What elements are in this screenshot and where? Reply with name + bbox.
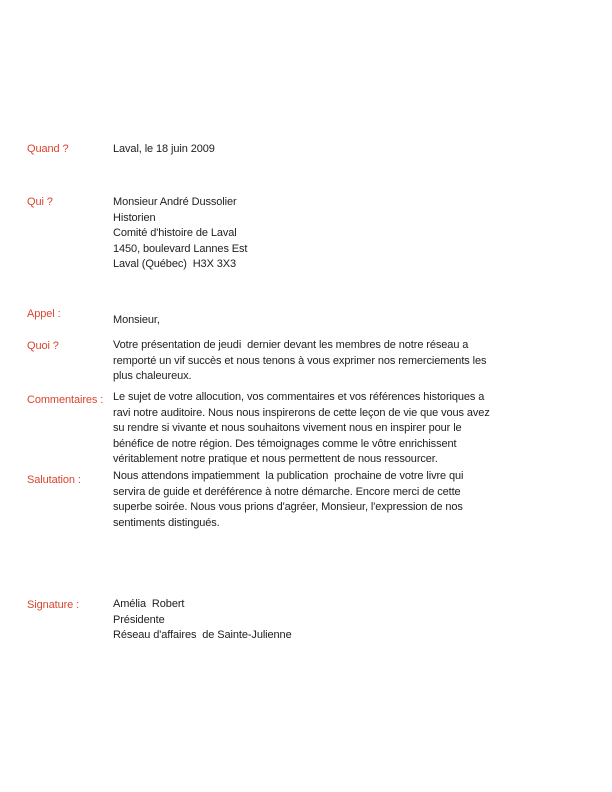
field-content-quoi [113,338,486,385]
text-line: Votre présentation de jeudi dernier devant les membres de notre réseau a [113,339,469,351]
text-line: Historien [113,211,156,224]
field-label-appel: Appel : [27,308,61,320]
text-line: véritablement notre pratique et nous permettent de nous ressourcer. [113,453,438,465]
text-line: Laval, le 18 juin 2009 [113,143,215,155]
field-label-salutation: Salutation : [27,474,81,486]
text-line: Amélia Robert [113,598,185,610]
text-line: remporté un vif succès et nous tenons à vous exprimer nos remerciements les [113,354,487,367]
field-content-commentaires [113,390,490,468]
field-label-quoi: Quoi ? [27,340,59,352]
text-line: Présidente [113,613,165,626]
field-label-quand: Quand ? [27,143,69,155]
text-line: bénéfice de notre région. Des témoignages comme le vôtre enrichissent [113,437,457,450]
field-label-commentaires: Commentaires : [27,394,104,406]
field-content-quand [113,142,215,158]
text-line: Monsieur André Dussolier [113,196,237,208]
field-content-qui [113,195,247,273]
text-line: Nous attendons impatiemment la publication prochaine de votre livre qui [113,470,464,482]
field-content-appel [113,313,160,329]
field-content-signature [113,597,292,644]
text-line: Monsieur, [113,314,160,326]
text-line: servira de guide et deréférence à notre démarche. Encore merci de cette [113,485,461,498]
text-line: su rendre si vivante et nous souhaitons vivement nous en inspirer pour le [113,422,462,434]
text-line: sentiments distingués. [113,516,220,529]
text-line: Laval (Québec) H3X 3X3 [113,258,237,270]
field-content-salutation [113,469,463,531]
text-line: Réseau d'affaires de Sainte-Julienne [113,629,292,641]
text-line: 1450, boulevard Lannes Est [113,242,248,255]
field-label-signature: Signature : [27,599,80,611]
text-line: superbe soirée. Nous vous prions d'agréer, Monsieur, l'expression de nos [113,501,463,513]
text-line: Le sujet de votre allocution, vos commentaires et vos références historiques a [113,391,485,403]
text-line: plus chaleureux. [113,370,192,382]
text-line: ravi notre auditoire. Nous nous inspirerons de cette leçon de vie que vous avez [113,406,490,419]
text-line: Comité d'histoire de Laval [113,227,237,239]
field-label-qui: Qui ? [27,196,53,208]
